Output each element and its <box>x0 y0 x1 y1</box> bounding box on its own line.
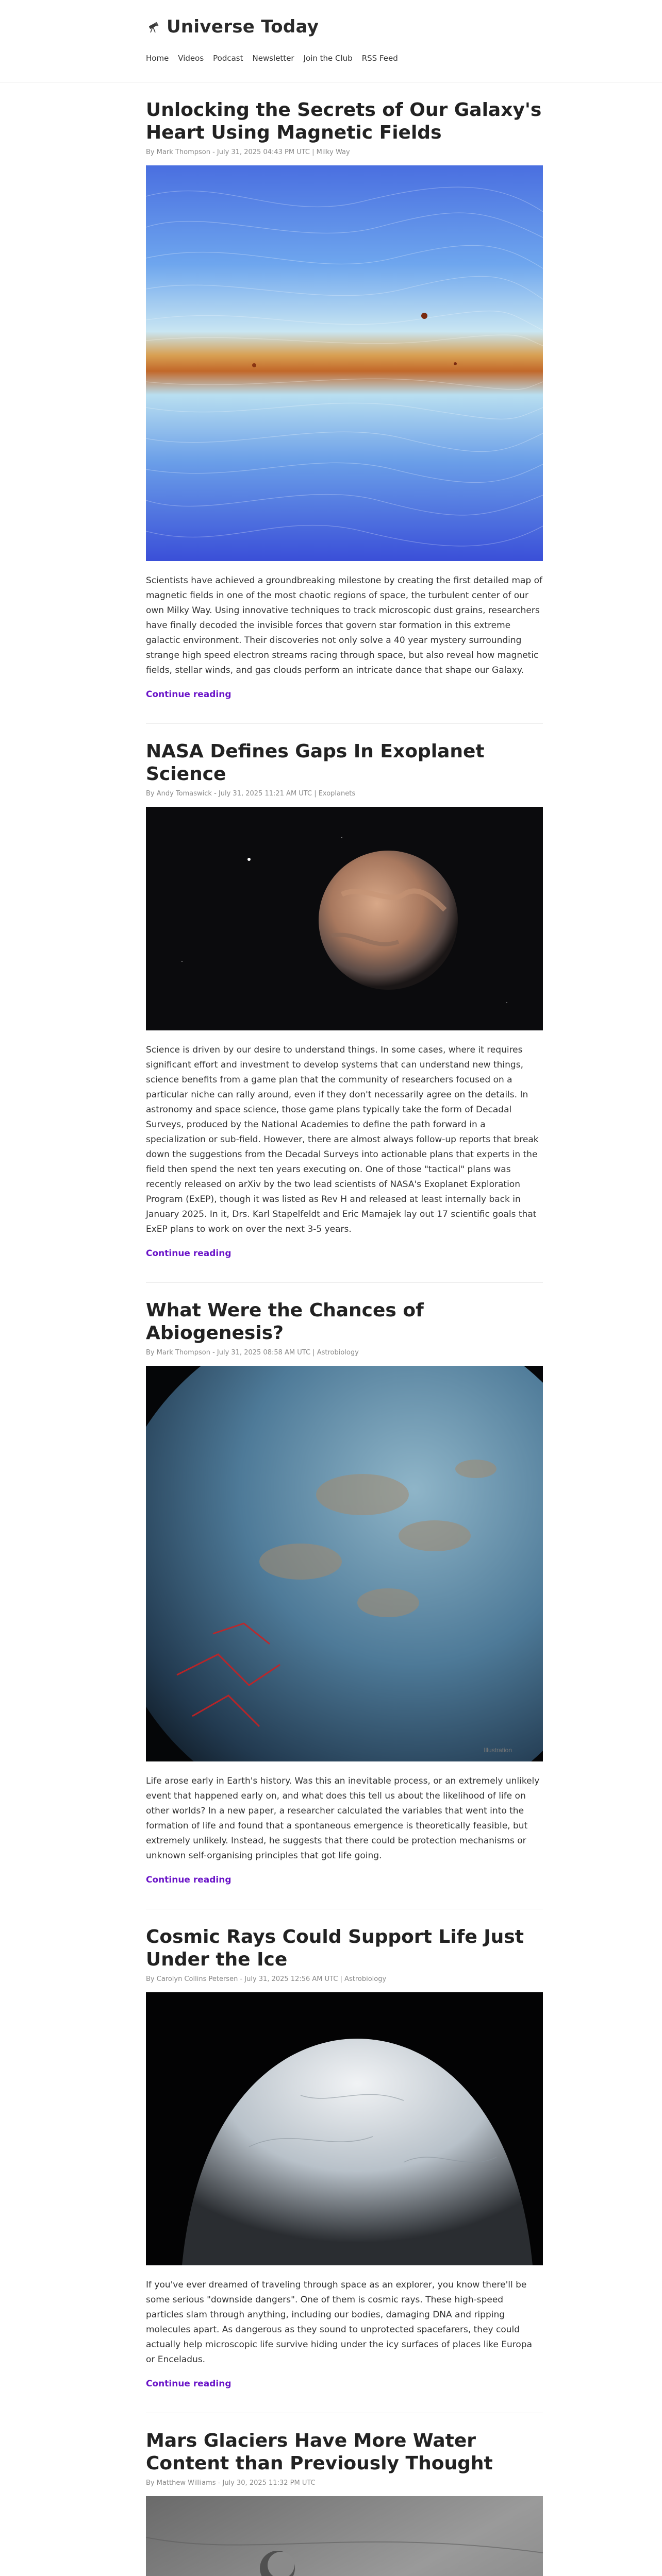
continue-reading-link[interactable]: Continue reading <box>146 689 231 700</box>
post-image-exoplanet[interactable] <box>146 807 543 1030</box>
post-meta: By Carolyn Collins Petersen - July 31, 2025 12:56 AM UTC | Astrobiology <box>146 1975 387 1983</box>
post-meta: By Mark Thompson - July 31, 2025 08:58 AM UTC | Astrobiology <box>146 1349 359 1357</box>
nav-rss-feed[interactable]: RSS Feed <box>361 54 398 63</box>
telescope-icon <box>146 20 160 34</box>
post-image-early-earth[interactable] <box>146 1366 543 1761</box>
post-meta: By Andy Tomaswick - July 31, 2025 11:21 AM UTC | Exoplanets <box>146 790 356 798</box>
post-item <box>146 2413 543 2576</box>
post-list <box>146 82 543 2576</box>
post-title[interactable]: Unlocking the Secrets of Our Galaxy's Heart Using Magnetic Fields <box>146 99 542 143</box>
post-image-galaxy-magnetic-fields[interactable] <box>146 165 543 561</box>
site-header <box>0 0 662 82</box>
site-brand[interactable] <box>146 16 543 37</box>
post-title[interactable]: Cosmic Rays Could Support Life Just Under the Ice <box>146 1926 524 1970</box>
post-excerpt: Scientists have achieved a groundbreaking milestone by creating the first detailed map of magnetic fields in one of the most chaotic regions of space, the turbulent center of our own Milky Way. Using innovative techniques to track microscopic dust grains, researchers have finally decoded the invisible forces that govern star formation in this extreme galactic environment. Their discoveries not only solve a 40 year mystery surrounding strange high speed electron streams racing through space, but also reveal how magnetic fields, stellar winds, and gas clouds perform an intricate dance that shape our Galaxy. <box>146 575 543 675</box>
main-nav <box>146 54 543 63</box>
continue-reading-link[interactable]: Continue reading <box>146 1875 231 1885</box>
post-meta: By Mark Thompson - July 31, 2025 04:43 PM UTC | Milky Way <box>146 148 350 156</box>
nav-videos[interactable]: Videos <box>178 54 204 63</box>
nav-newsletter[interactable]: Newsletter <box>252 54 294 63</box>
post-image-icy-moon[interactable] <box>146 1992 543 2265</box>
nav-join-the-club[interactable]: Join the Club <box>303 54 353 63</box>
image-credit: Illustration <box>484 1747 512 1754</box>
continue-reading-link[interactable]: Continue reading <box>146 2379 231 2389</box>
nav-home[interactable]: Home <box>146 54 169 63</box>
post-item <box>146 1282 543 1885</box>
post-title[interactable]: NASA Defines Gaps In Exoplanet Science <box>146 741 485 785</box>
post-title[interactable]: What Were the Chances of Abiogenesis? <box>146 1300 424 1344</box>
post-excerpt: If you've ever dreamed of traveling through space as an explorer, you know there'll be some serious "downside dangers". One of them is cosmic rays. These high-speed particles slam through anything, including our bodies, damaging DNA and ripping molecules apart. As dangerous as they sound to unprotected spacefarers, they could actually help microscopic life survive hiding under the icy surfaces of places like Europa or Enceladus. <box>146 2280 532 2365</box>
site-title: Universe Today <box>167 16 319 37</box>
post-title[interactable]: Mars Glaciers Have More Water Content than Previously Thought <box>146 2430 493 2474</box>
post-image-mars-glacier[interactable] <box>146 2496 543 2576</box>
post-meta: By Matthew Williams - July 30, 2025 11:32 PM UTC <box>146 2479 316 2487</box>
post-item <box>146 1909 543 2389</box>
nav-podcast[interactable]: Podcast <box>213 54 243 63</box>
continue-reading-link[interactable]: Continue reading <box>146 1248 231 1259</box>
post-excerpt: Science is driven by our desire to understand things. In some cases, where it requires significant effort and investment to develop systems that can understand new things, science benefits from a game plan that the community of researchers focused on a particular niche can rally around, even if they don't necessarily agree on the details. In astronomy and space science, those game plans typically take the form of Decadal Surveys, produced by the National Academies to define the path forward in a specialization or sub-field. However, there are almost always follow-up reports that break down the suggestions from the Decadal Surveys into actionable plans that experts in the field then spend the next ten years executing on. One of those "tactical" plans was recently released on arXiv by the two lead scientists of NASA's Exoplanet Exploration Program (ExEP), though it was listed as Rev H and released at least internally back in January 2025. In it, Drs. Karl Stapelfeldt and Eric Mamajek lay out 17 scientific goals that ExEP plans to work on over the next 3-5 years. <box>146 1045 539 1234</box>
post-item <box>146 723 543 1259</box>
post-excerpt: Life arose early in Earth's history. Was this an inevitable process, or an extremely unlikely event that happened early on, and what does this tell us about the likelihood of life on other worlds? In a new paper, a researcher calculated the variables that went into the formation of life and found that a spontaneous emergence is theoretically feasible, but extremely unlikely. Instead, he suggests that there could be protection mechanisms or unknown self-organising principles that got life going. <box>146 1776 540 1861</box>
post-item <box>146 82 543 700</box>
